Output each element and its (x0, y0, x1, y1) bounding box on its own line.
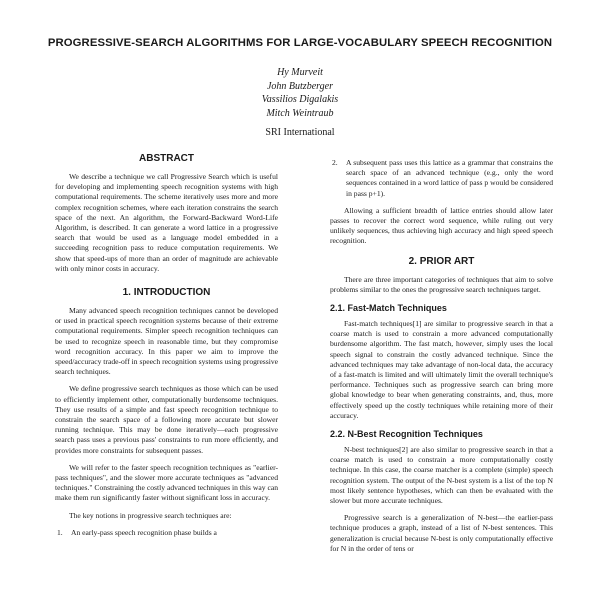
intro-paragraph: The key notions in progressive search techniques are: (69, 510, 232, 520)
list-item-number: 2. (332, 158, 338, 167)
body-paragraph: N-best techniques[2] are also similar to progressive search in that a coarse match is used to constrain a more computationally costly technique. In this case, the coarse matcher is a complete (simple) speech recognition system. The output of the N-best system is a list of the top N most likely sentence hypotheses, which can then be evaluated with the slower but more accurate techniques. (330, 445, 553, 506)
introduction-heading: 1. INTRODUCTION (122, 287, 211, 299)
author-list (200, 66, 400, 120)
body-paragraph: There are three important categories of techniques that aim to solve problems similar to the ones the progressive search techniques target. (330, 274, 553, 294)
intro-paragraph: We define progressive search techniques as those which can be used to efficiently implement other, computationally burdensome techniques. They use results of a simple and fast speech recognition technique to constrain the search space of a following more accurate but slower running technique. This may be done iteratively—each progressive search pass uses a previous pass' constraints to run more efficiently, and provides more constraints for subsequent passes. (55, 384, 278, 455)
list-item-number: 1. (57, 527, 63, 537)
body-paragraph: Fast-match techniques[1] are similar to progressive search in that a coarse match is used to constrain a more advanced computationally burdensome algorithm. The fast match, however, simply uses the local speech signal to constrain the costly advanced technique. Since the advanced techniques may take advantage of non-local data, the accuracy of a fast-match is limited and will ultimately limit the overall technique's performance. Techniques such as progressive search can bring more global knowledge to bear when generating constraints, and, thus, more effectively speed up the costly techniques while retaining more of their accuracy. (330, 319, 553, 420)
list-item-text: A subsequent pass uses this lattice as a grammar that constrains the search space of an advanced technique (e.g., only the word sequences contained in a word lattice of pass p would be considered in pass p+1). (346, 158, 553, 198)
list-item-text: An early-pass speech recognition phase builds a (71, 527, 217, 537)
body-paragraph: Allowing a sufficient breadth of lattice entries should allow later passes to recover the correct word sequence, while ruling out very unlikely sequences, thus achieving high accuracy and high speed speech recognition. (330, 205, 553, 246)
intro-paragraph: Many advanced speech recognition techniques cannot be developed or used in practical speech recognition systems because of their extreme computational requirements. Simpler speech recognition techniques can be used to recognize speech in reasonable time, but they compromise word recognition accuracy. In this paper we aim to improve the speed/accuracy trade-off in speech recognition systems using progressive search techniques. (55, 306, 278, 377)
body-paragraph: Progressive search is a generalization of N-best—the earlier-pass technique produces a graph, instead of a list of N-best sentences. This generalization is crucial because N-best is only computationally effective for N in the order of tens or (330, 513, 553, 553)
list-item (330, 158, 553, 199)
abstract-text: We describe a technique we call Progressive Search which is useful for developing and implementing speech recognition systems with high computational requirements. The scheme iteratively uses more and more complex recognition schemes, where each iteration constrains the search space of the next. An algorithm, the Forward-Backward Word-Life Algorithm, is described. It can generate a word lattice in a progressive search that would be used as a language model embedded in a succeeding recognition pass to reduce computation requirements. We show that speed-ups of more than an order of magnitude are achievable with only minor costs in accuracy. (55, 172, 278, 273)
list-item (55, 528, 278, 538)
prior-art-heading: 2. PRIOR ART (408, 255, 475, 267)
affiliation: SRI International (265, 127, 335, 138)
abstract-heading: ABSTRACT (139, 153, 194, 164)
author-name: Hy Murveit (277, 67, 323, 78)
author-name: Mitch Weintraub (266, 107, 334, 119)
author-name: John Butzberger (266, 80, 333, 92)
left-column (55, 152, 278, 545)
author-name: Vassilios Digalakis (261, 94, 339, 105)
paper-title: PROGRESSIVE-SEARCH ALGORITHMS FOR LARGE-VOCABULARY SPEECH RECOGNITION (47, 37, 553, 49)
right-column (330, 158, 553, 561)
fast-match-heading: 2.1. Fast-Match Techniques (330, 303, 447, 314)
n-best-heading: 2.2. N-Best Recognition Techniques (330, 429, 483, 440)
intro-paragraph: We will refer to the faster speech recognition techniques as "earlier-pass techniques", and the slower more accurate techniques as "advanced techniques." Constraining the costly advanced techniques in this way can make them run significantly faster without significant loss in accuracy. (55, 462, 278, 503)
